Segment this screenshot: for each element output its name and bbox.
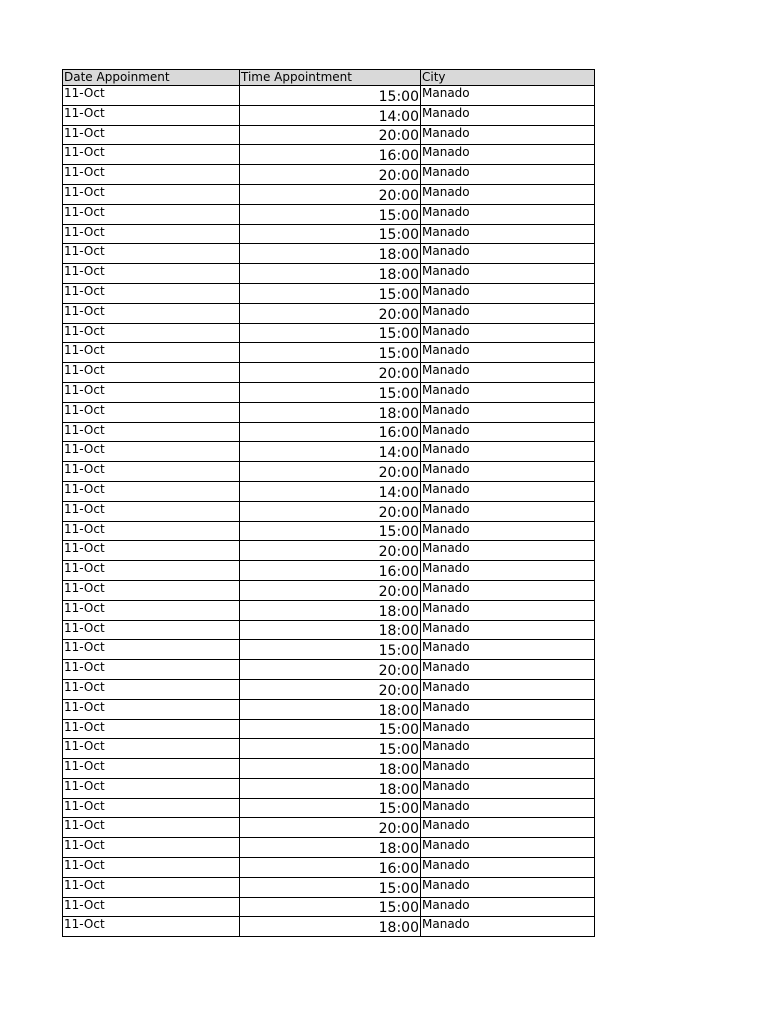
city-cell: Manado (421, 442, 595, 462)
city-cell: Manado (421, 620, 595, 640)
date-cell: 11-Oct (63, 264, 240, 284)
date-cell: 11-Oct (63, 462, 240, 482)
table-row (63, 838, 595, 858)
table-row (63, 778, 595, 798)
time-cell: 14:00 (240, 481, 421, 501)
date-cell: 11-Oct (63, 600, 240, 620)
city-cell: Manado (421, 759, 595, 779)
date-cell: 11-Oct (63, 402, 240, 422)
time-cell: 20:00 (240, 462, 421, 482)
table-row (63, 600, 595, 620)
city-cell: Manado (421, 165, 595, 185)
time-cell: 20:00 (240, 303, 421, 323)
table-row (63, 501, 595, 521)
table-row (63, 897, 595, 917)
table-row (63, 759, 595, 779)
date-cell: 11-Oct (63, 521, 240, 541)
table-row (63, 283, 595, 303)
table-row (63, 402, 595, 422)
time-cell: 18:00 (240, 838, 421, 858)
city-cell: Manado (421, 660, 595, 680)
date-cell: 11-Oct (63, 897, 240, 917)
table-row (63, 481, 595, 501)
time-cell: 14:00 (240, 442, 421, 462)
city-cell: Manado (421, 818, 595, 838)
city-cell: Manado (421, 481, 595, 501)
table-row (63, 382, 595, 402)
time-cell: 15:00 (240, 224, 421, 244)
date-cell: 11-Oct (63, 818, 240, 838)
time-cell: 16:00 (240, 561, 421, 581)
table-row (63, 422, 595, 442)
date-cell: 11-Oct (63, 541, 240, 561)
time-cell: 20:00 (240, 660, 421, 680)
appointments-table (62, 69, 595, 937)
table-row (63, 561, 595, 581)
city-cell: Manado (421, 462, 595, 482)
date-cell: 11-Oct (63, 778, 240, 798)
date-cell: 11-Oct (63, 105, 240, 125)
table-row (63, 363, 595, 383)
header-date: Date Appoinment (63, 70, 240, 86)
time-cell: 18:00 (240, 620, 421, 640)
city-cell: Manado (421, 897, 595, 917)
time-cell: 20:00 (240, 184, 421, 204)
time-cell: 20:00 (240, 125, 421, 145)
city-cell: Manado (421, 858, 595, 878)
time-cell: 18:00 (240, 699, 421, 719)
city-cell: Manado (421, 838, 595, 858)
time-cell: 15:00 (240, 86, 421, 106)
date-cell: 11-Oct (63, 363, 240, 383)
city-cell: Manado (421, 778, 595, 798)
city-cell: Manado (421, 264, 595, 284)
time-cell: 15:00 (240, 521, 421, 541)
date-cell: 11-Oct (63, 798, 240, 818)
date-cell: 11-Oct (63, 303, 240, 323)
date-cell: 11-Oct (63, 184, 240, 204)
city-cell: Manado (421, 204, 595, 224)
date-cell: 11-Oct (63, 204, 240, 224)
table-row (63, 679, 595, 699)
city-cell: Manado (421, 739, 595, 759)
table-row (63, 660, 595, 680)
city-cell: Manado (421, 422, 595, 442)
city-cell: Manado (421, 86, 595, 106)
date-cell: 11-Oct (63, 719, 240, 739)
table-body (63, 86, 595, 937)
date-cell: 11-Oct (63, 422, 240, 442)
table-row (63, 86, 595, 106)
time-cell: 16:00 (240, 858, 421, 878)
time-cell: 18:00 (240, 244, 421, 264)
table-row (63, 165, 595, 185)
time-cell: 18:00 (240, 759, 421, 779)
table-row (63, 145, 595, 165)
time-cell: 16:00 (240, 145, 421, 165)
header-row (63, 70, 595, 86)
time-cell: 18:00 (240, 264, 421, 284)
time-cell: 20:00 (240, 679, 421, 699)
date-cell: 11-Oct (63, 224, 240, 244)
city-cell: Manado (421, 224, 595, 244)
table-row (63, 462, 595, 482)
table-row (63, 521, 595, 541)
table-row (63, 303, 595, 323)
time-cell: 15:00 (240, 739, 421, 759)
date-cell: 11-Oct (63, 86, 240, 106)
city-cell: Manado (421, 541, 595, 561)
city-cell: Manado (421, 125, 595, 145)
date-cell: 11-Oct (63, 283, 240, 303)
date-cell: 11-Oct (63, 382, 240, 402)
date-cell: 11-Oct (63, 561, 240, 581)
table-row (63, 719, 595, 739)
date-cell: 11-Oct (63, 580, 240, 600)
table-row (63, 125, 595, 145)
city-cell: Manado (421, 323, 595, 343)
date-cell: 11-Oct (63, 165, 240, 185)
time-cell: 20:00 (240, 363, 421, 383)
date-cell: 11-Oct (63, 620, 240, 640)
date-cell: 11-Oct (63, 739, 240, 759)
date-cell: 11-Oct (63, 699, 240, 719)
time-cell: 20:00 (240, 580, 421, 600)
table-row (63, 818, 595, 838)
table-row (63, 739, 595, 759)
city-cell: Manado (421, 244, 595, 264)
time-cell: 20:00 (240, 165, 421, 185)
date-cell: 11-Oct (63, 660, 240, 680)
time-cell: 20:00 (240, 501, 421, 521)
table-row (63, 224, 595, 244)
city-cell: Manado (421, 521, 595, 541)
date-cell: 11-Oct (63, 759, 240, 779)
date-cell: 11-Oct (63, 877, 240, 897)
header-city: City (421, 70, 595, 86)
time-cell: 15:00 (240, 640, 421, 660)
time-cell: 15:00 (240, 323, 421, 343)
date-cell: 11-Oct (63, 917, 240, 937)
city-cell: Manado (421, 343, 595, 363)
date-cell: 11-Oct (63, 244, 240, 264)
city-cell: Manado (421, 600, 595, 620)
city-cell: Manado (421, 145, 595, 165)
date-cell: 11-Oct (63, 838, 240, 858)
time-cell: 15:00 (240, 719, 421, 739)
table-row (63, 640, 595, 660)
city-cell: Manado (421, 679, 595, 699)
city-cell: Manado (421, 283, 595, 303)
city-cell: Manado (421, 798, 595, 818)
time-cell: 16:00 (240, 422, 421, 442)
table-row (63, 184, 595, 204)
date-cell: 11-Oct (63, 501, 240, 521)
city-cell: Manado (421, 699, 595, 719)
table-row (63, 699, 595, 719)
time-cell: 18:00 (240, 778, 421, 798)
time-cell: 18:00 (240, 402, 421, 422)
time-cell: 20:00 (240, 818, 421, 838)
date-cell: 11-Oct (63, 481, 240, 501)
table-row (63, 343, 595, 363)
time-cell: 15:00 (240, 382, 421, 402)
time-cell: 15:00 (240, 798, 421, 818)
table-row (63, 105, 595, 125)
date-cell: 11-Oct (63, 343, 240, 363)
city-cell: Manado (421, 501, 595, 521)
city-cell: Manado (421, 580, 595, 600)
time-cell: 15:00 (240, 877, 421, 897)
city-cell: Manado (421, 105, 595, 125)
table-row (63, 541, 595, 561)
table-row (63, 798, 595, 818)
city-cell: Manado (421, 561, 595, 581)
city-cell: Manado (421, 184, 595, 204)
table-row (63, 442, 595, 462)
time-cell: 20:00 (240, 541, 421, 561)
table-row (63, 877, 595, 897)
table-row (63, 620, 595, 640)
city-cell: Manado (421, 303, 595, 323)
city-cell: Manado (421, 382, 595, 402)
city-cell: Manado (421, 917, 595, 937)
time-cell: 14:00 (240, 105, 421, 125)
date-cell: 11-Oct (63, 442, 240, 462)
city-cell: Manado (421, 640, 595, 660)
date-cell: 11-Oct (63, 679, 240, 699)
table-row (63, 580, 595, 600)
table-row (63, 323, 595, 343)
date-cell: 11-Oct (63, 858, 240, 878)
city-cell: Manado (421, 402, 595, 422)
table-row (63, 264, 595, 284)
header-time: Time Appointment (240, 70, 421, 86)
time-cell: 15:00 (240, 343, 421, 363)
table-row (63, 858, 595, 878)
table-row (63, 917, 595, 937)
date-cell: 11-Oct (63, 323, 240, 343)
date-cell: 11-Oct (63, 640, 240, 660)
time-cell: 15:00 (240, 283, 421, 303)
city-cell: Manado (421, 363, 595, 383)
time-cell: 15:00 (240, 204, 421, 224)
time-cell: 15:00 (240, 897, 421, 917)
table-row (63, 204, 595, 224)
date-cell: 11-Oct (63, 145, 240, 165)
table-row (63, 244, 595, 264)
time-cell: 18:00 (240, 600, 421, 620)
city-cell: Manado (421, 877, 595, 897)
city-cell: Manado (421, 719, 595, 739)
time-cell: 18:00 (240, 917, 421, 937)
date-cell: 11-Oct (63, 125, 240, 145)
